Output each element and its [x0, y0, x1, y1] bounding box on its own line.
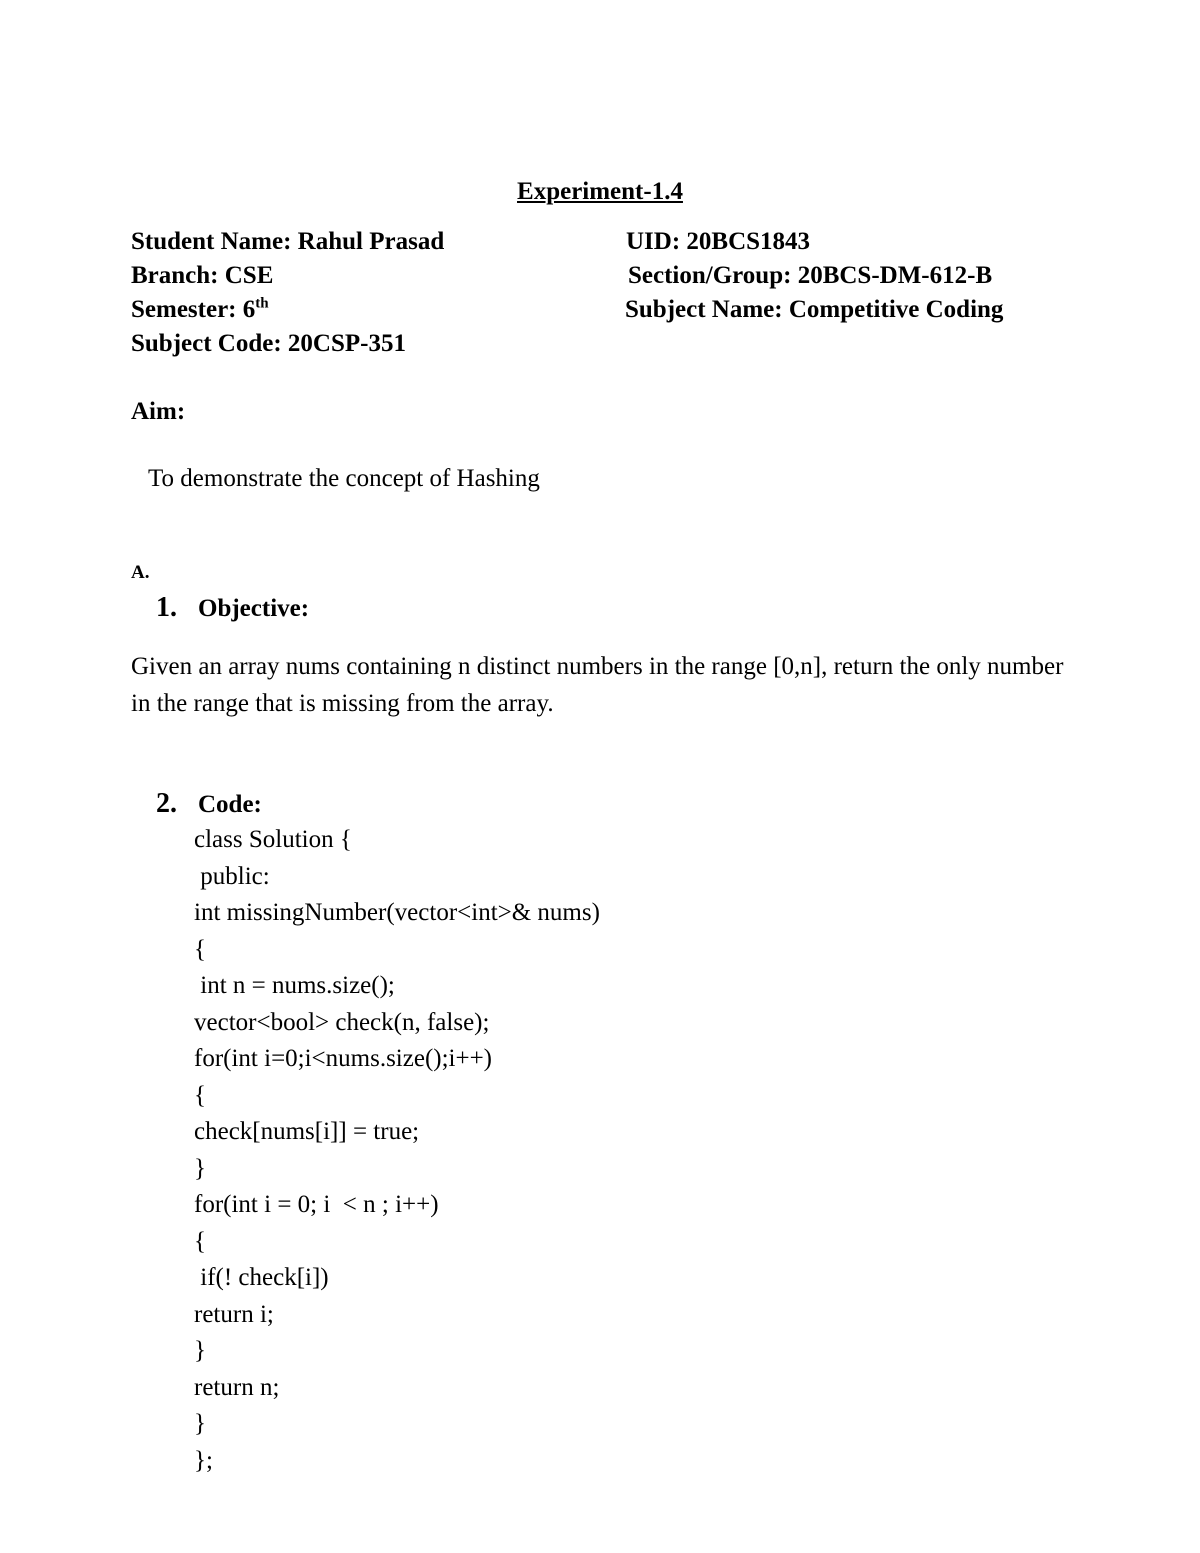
code-line: int missingNumber(vector<int>& nums) [194, 899, 600, 926]
semester-text: Semester: 6 [131, 296, 256, 323]
code-line: public: [194, 862, 270, 890]
objective-heading [156, 592, 309, 624]
section-a-label: A. [131, 562, 150, 583]
subject-code: Subject Code: 20CSP-351 [131, 330, 406, 357]
code-line: } [194, 1154, 206, 1182]
branch: Branch: CSE [131, 262, 274, 289]
code-line: return i; [194, 1300, 274, 1328]
section-group: Section/Group: 20BCS-DM-612-B [628, 262, 993, 289]
objective-number: 1. [156, 592, 177, 623]
code-line: } [194, 1337, 206, 1364]
code-line: } [194, 1410, 206, 1437]
aim-text: To demonstrate the concept of Hashing [148, 465, 540, 492]
code-line: { [194, 1081, 206, 1109]
code-block [194, 822, 600, 1479]
code-label: Code: [198, 791, 262, 818]
subject-name: Subject Name: Competitive Coding [625, 296, 1004, 323]
code-line: if(! check[i]) [194, 1264, 329, 1291]
code-line: check[nums[i]] = true; [194, 1118, 420, 1145]
code-line: for(int i = 0; i < n ; i++) [194, 1191, 439, 1218]
objective-text: Given an array nums containing n distinct numbers in the range [0,n], return the only number in the range that is missing from the array. [131, 653, 1064, 717]
code-line: { [194, 1227, 206, 1255]
code-line: for(int i=0;i<nums.size();i++) [194, 1045, 493, 1072]
objective-label: Objective: [198, 595, 310, 622]
code-line: return n; [194, 1373, 280, 1401]
aim-label: Aim: [131, 398, 186, 425]
code-heading [156, 788, 262, 820]
semester [131, 296, 269, 324]
student-name: Student Name: Rahul Prasad [131, 228, 445, 255]
code-line: int n = nums.size(); [194, 972, 395, 999]
experiment-title: Experiment-1.4 [517, 178, 683, 205]
semester-superscript: th [255, 295, 269, 312]
code-line: { [194, 935, 206, 963]
code-line: class Solution { [194, 826, 352, 853]
code-line: }; [194, 1446, 213, 1474]
code-line: vector<bool> check(n, false); [194, 1008, 490, 1036]
uid: UID: 20BCS1843 [626, 228, 811, 255]
code-number: 2. [156, 788, 177, 819]
